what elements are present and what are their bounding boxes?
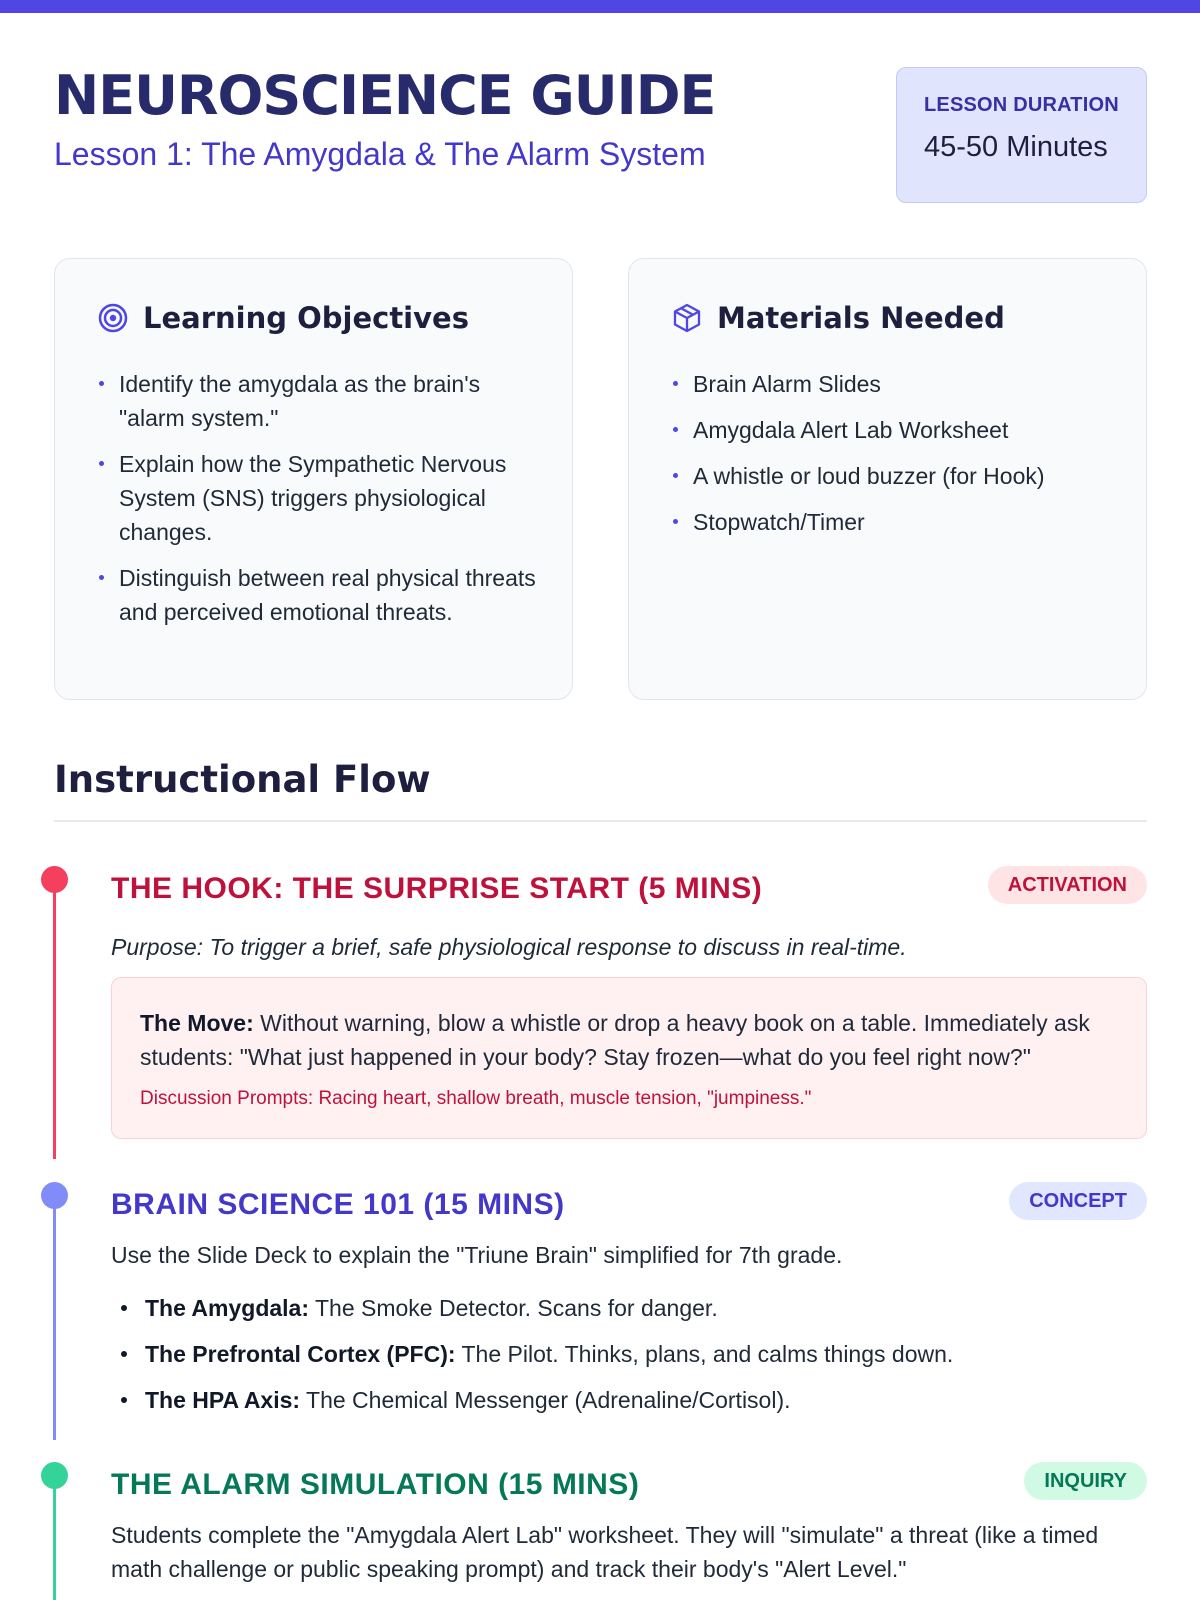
step-title: THE HOOK: THE SURPRISE START (5 MINS) — [111, 872, 763, 905]
material-item: Amygdala Alert Lab Worksheet — [671, 413, 1116, 447]
box-icon — [671, 302, 703, 334]
concept-term: The Prefrontal Cortex (PFC): — [145, 1341, 456, 1367]
materials-title: Materials Needed — [717, 301, 1005, 335]
materials-list — [671, 367, 1116, 551]
page-subtitle: Lesson 1: The Amygdala & The Alarm System — [54, 136, 706, 172]
timeline-line — [53, 1482, 56, 1600]
move-text — [140, 1006, 1118, 1074]
step-purpose: Purpose: To trigger a brief, safe physiological response to discuss in real-time. — [111, 934, 907, 960]
move-description: Without warning, blow a whistle or drop a heavy book on a table. Immediately ask students: "What just happened in your body? Stay frozen—what do you feel right now?" — [140, 1010, 1090, 1070]
step-intro: Students complete the "Amygdala Alert Lab" worksheet. They will "simulate" a threat (like a timed math challenge or public speaking prompt) and track their body's "Alert Level." — [111, 1522, 1099, 1582]
objective-item: Explain how the Sympathetic Nervous System (SNS) triggers physiological changes. — [97, 447, 542, 549]
concept-text: The Pilot. Thinks, plans, and calms things down. — [455, 1341, 954, 1367]
objectives-list — [97, 367, 542, 641]
concept-item — [111, 1383, 953, 1417]
move-box — [111, 977, 1147, 1139]
concept-list — [111, 1291, 953, 1429]
materials-header — [671, 301, 1005, 335]
concept-text: The Smoke Detector. Scans for danger. — [309, 1295, 718, 1321]
top-accent-bar — [0, 0, 1200, 13]
timeline-line — [53, 886, 56, 1159]
concept-text: The Chemical Messenger (Adrenaline/Cortisol). — [300, 1387, 791, 1413]
instructional-flow-heading: Instructional Flow — [54, 758, 431, 801]
step-badge: INQUIRY — [1024, 1462, 1147, 1500]
concept-term: The Amygdala: — [145, 1295, 310, 1321]
step-title: THE ALARM SIMULATION (15 MINS) — [111, 1468, 640, 1501]
material-item: Stopwatch/Timer — [671, 505, 1116, 539]
duration-value: 45-50 Minutes — [924, 131, 1108, 163]
objectives-card — [54, 258, 573, 700]
step-intro: Use the Slide Deck to explain the "Triune Brain" simplified for 7th grade. — [111, 1242, 843, 1268]
step-badge: ACTIVATION — [988, 866, 1147, 904]
material-item: Brain Alarm Slides — [671, 367, 1116, 401]
step-badge: CONCEPT — [1009, 1182, 1147, 1220]
discussion-prompts: Discussion Prompts: Racing heart, shallow breath, muscle tension, "jumpiness." — [140, 1088, 812, 1109]
move-label: The Move: — [140, 1010, 254, 1036]
materials-card — [628, 258, 1147, 700]
objective-item: Distinguish between real physical threats and perceived emotional threats. — [97, 561, 542, 629]
step-title: BRAIN SCIENCE 101 (15 MINS) — [111, 1188, 565, 1221]
target-icon — [97, 302, 129, 334]
concept-term: The HPA Axis: — [145, 1387, 301, 1413]
duration-label: LESSON DURATION — [924, 94, 1119, 116]
objective-item: Identify the amygdala as the brain's "alarm system." — [97, 367, 542, 435]
material-item: A whistle or loud buzzer (for Hook) — [671, 459, 1116, 493]
timeline-line — [53, 1202, 56, 1440]
section-divider — [54, 820, 1147, 822]
page-title: NEUROSCIENCE GUIDE — [54, 64, 716, 127]
concept-item — [111, 1337, 953, 1371]
objectives-title: Learning Objectives — [143, 301, 469, 335]
concept-item — [111, 1291, 953, 1325]
lesson-duration-box — [896, 67, 1147, 203]
objectives-header — [97, 301, 469, 335]
